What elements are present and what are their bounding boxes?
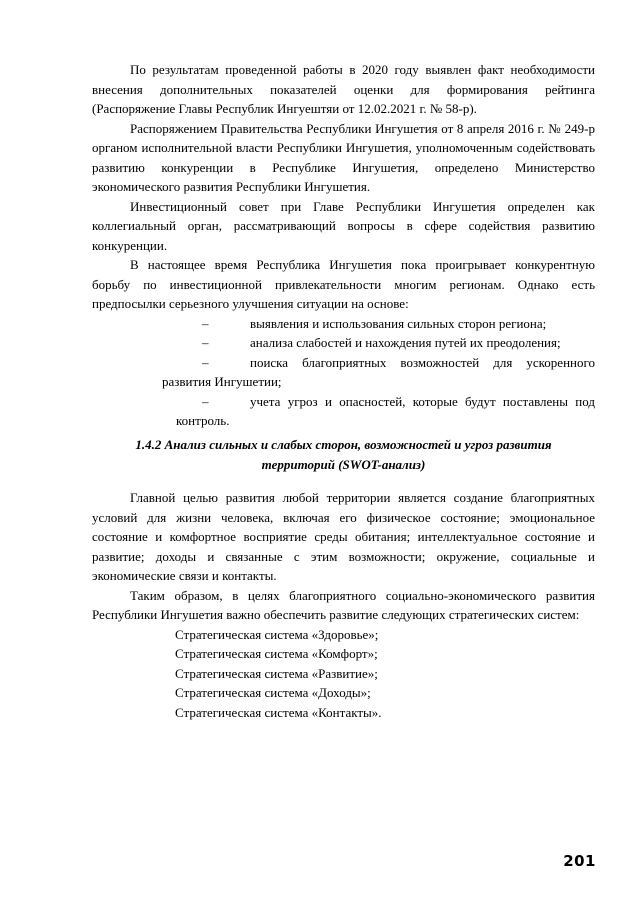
bullet-list: [92, 314, 595, 373]
list-item-text: поиска благоприятных возможностей для ускоренного: [250, 354, 595, 370]
section-heading: [92, 435, 595, 474]
strategic-system-item: Стратегическая система «Доходы»;: [175, 685, 371, 700]
dash-marker: –: [202, 315, 209, 331]
list-item: [202, 333, 595, 353]
paragraph: Распоряжением Правительства Республики Ингушетия от 8 апреля 2016 г. № 249-р органом исполнительной власти Республики Ингушетия, уполномоченным содействовать развитию конкуренции в Республике Ингушетия, определено Министерство экономического развития Республики Ингушетия.: [92, 120, 595, 194]
bullet-list: [92, 392, 595, 412]
paragraph: Главной целью развития любой территории является создание благоприятных условий для жизни человека, включая его физическое состояние; эмоциональное состояние и комфортное восприятие среды обитания; интеллектуальное состояние и развитие; доходы и связанные с этим возможности; окружение, социальные и экономические связи и контакты.: [92, 490, 595, 583]
page-number: 201: [563, 852, 596, 870]
paragraph: В настоящее время Республика Ингушетия пока проигрывает конкурентную борьбу по инвестиционной привлекательности многим регионам. Однако есть предпосылки серьезного улучшения ситуации на основе:: [92, 257, 595, 311]
paragraph: Таким образом, в целях благоприятного социально-экономического развития Республики Ингушетия важно обеспечить развитие следующих стратегических систем:: [92, 587, 595, 622]
paragraph: По результатам проведенной работы в 2020 году выявлен факт необходимости внесения дополнительных показателей оценки для формирования рейтинга (Распоряжение Главы Республик Ингуештяи от 12.02.2021 г. № 58-р).: [92, 62, 595, 116]
strategic-system-item: Стратегическая система «Здоровье»;: [175, 626, 379, 642]
dash-marker: –: [202, 354, 209, 370]
strategic-system-item: Стратегическая система «Развитие»;: [175, 665, 378, 681]
list-item: [202, 314, 595, 334]
list-item-text: учета угроз и опасностей, которые будут поставлены под: [250, 393, 595, 409]
paragraph: Инвестиционный совет при Главе Республики Ингушетия определен как коллегиальный орган, рассматривающий вопросы в сфере содействия развитию конкуренции.: [92, 198, 595, 253]
heading-line: 1.4.2 Анализ сильных и слабых сторон, возможностей и угроз развития: [135, 437, 552, 452]
list-item-text: выявления и использования сильных сторон региона;: [250, 315, 547, 331]
list-item-continuation: контроль.: [176, 413, 230, 428]
section-text-block: [92, 60, 595, 431]
strategic-system-item: Стратегическая система «Комфорт»;: [175, 646, 378, 661]
list-item-text: анализа слабостей и нахождения путей их преодоления;: [250, 335, 561, 350]
list-item: [202, 392, 595, 412]
strategic-system-item: Стратегическая система «Контакты».: [175, 704, 382, 720]
section-text-block: [92, 488, 595, 722]
dash-marker: –: [202, 335, 209, 350]
list-item: [202, 353, 595, 373]
list-item-continuation: развития Ингушетии;: [162, 374, 282, 389]
heading-line: территорий (SWOT-анализ): [261, 456, 426, 472]
dash-marker: –: [202, 393, 209, 409]
